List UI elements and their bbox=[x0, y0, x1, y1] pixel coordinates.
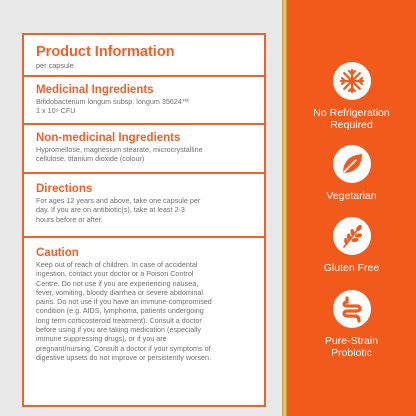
card-header bbox=[24, 44, 264, 71]
section-text-line: condition (e.g. AIDS, lymphoma, patients undergoing bbox=[36, 306, 204, 316]
badge-label bbox=[287, 262, 416, 274]
badge-circle bbox=[333, 62, 371, 100]
divider bbox=[24, 236, 264, 238]
section-text-line: digestive upsets do not improve or persistently worsen. bbox=[36, 352, 211, 362]
section-text-line: pains. Do not use if you have an immune-compromised bbox=[36, 297, 212, 307]
section-text-line: cellulose, titanium dioxide (colour) bbox=[36, 154, 145, 164]
badge-label bbox=[287, 190, 416, 202]
badge-label-line: Vegetarian bbox=[326, 190, 377, 202]
section-heading: Caution bbox=[36, 247, 79, 259]
badge-pure-strain bbox=[287, 290, 416, 359]
badge-label-line: No Refrigeration bbox=[313, 107, 390, 119]
badge-circle bbox=[333, 145, 371, 183]
features-panel bbox=[287, 0, 416, 416]
section-text-line: Centre. Do not use if you are experiencing nausea, bbox=[36, 278, 199, 288]
product-information-card bbox=[22, 33, 266, 407]
badge-label bbox=[287, 107, 416, 131]
divider bbox=[24, 172, 264, 174]
badge-label-line: Required bbox=[330, 119, 373, 131]
badge-circle bbox=[333, 217, 371, 255]
section-text-line: day. If you are on antibiotic(s), take at least 2-3 bbox=[36, 205, 185, 215]
section-text-line: Bifidobacterium longum subsp. longum 35624™ bbox=[36, 97, 190, 106]
badge-circle bbox=[333, 290, 371, 328]
divider bbox=[24, 75, 264, 77]
section-text-line: ingestion, contact your doctor or a Poison Control bbox=[36, 269, 194, 279]
badge-vegetarian bbox=[287, 145, 416, 202]
badge-label-line: Pure-Strain bbox=[324, 335, 379, 347]
snowflake-icon bbox=[338, 67, 366, 95]
section-heading: Non-medicinal Ingredients bbox=[36, 132, 181, 144]
section-text-line: Hypromellose, magnesium stearate, microcrystalline bbox=[36, 145, 203, 154]
section-text-line: 1 x 10⁹ CFU bbox=[36, 106, 76, 116]
leaf-icon bbox=[338, 150, 366, 178]
section-text-line: hours before or after. bbox=[36, 214, 103, 224]
intestine-icon bbox=[338, 295, 366, 323]
section-text-line: immune suppressing drugs), or if you are bbox=[36, 334, 167, 344]
divider bbox=[24, 123, 264, 125]
card-subtitle: per capsule bbox=[36, 61, 74, 70]
section-heading: Medicinal Ingredients bbox=[36, 84, 154, 96]
card-title: Product Information bbox=[36, 44, 175, 60]
badge-label bbox=[287, 335, 416, 359]
caution-section bbox=[24, 246, 264, 362]
section-text-line: before using if you are taking medication (especially bbox=[36, 325, 202, 335]
section-text-line: pregnant/nursing. Consult a doctor if your symptoms of bbox=[36, 343, 211, 353]
section-text-line: Keep out of reach of children. In case of accidental bbox=[36, 260, 198, 269]
badge-label-line: Gluten Free bbox=[323, 262, 380, 274]
section-text-line: fever, vomiting, bloody diarrhea or severe abdominal bbox=[36, 287, 203, 297]
badge-gluten-free bbox=[287, 217, 416, 274]
section-heading: Directions bbox=[36, 183, 93, 195]
section-text-line: long term corticosteroid treatment). Consult a doctor bbox=[36, 315, 202, 325]
section-text-line: For ages 12 years and above, take one capsule per bbox=[36, 196, 201, 205]
non-medicinal-ingredients-section bbox=[24, 131, 264, 164]
badge-no-refrigeration bbox=[287, 62, 416, 131]
wheat-icon bbox=[338, 222, 366, 250]
directions-section bbox=[24, 182, 264, 224]
medicinal-ingredients-section bbox=[24, 83, 264, 116]
badge-label-line: Probiotic bbox=[331, 347, 372, 359]
